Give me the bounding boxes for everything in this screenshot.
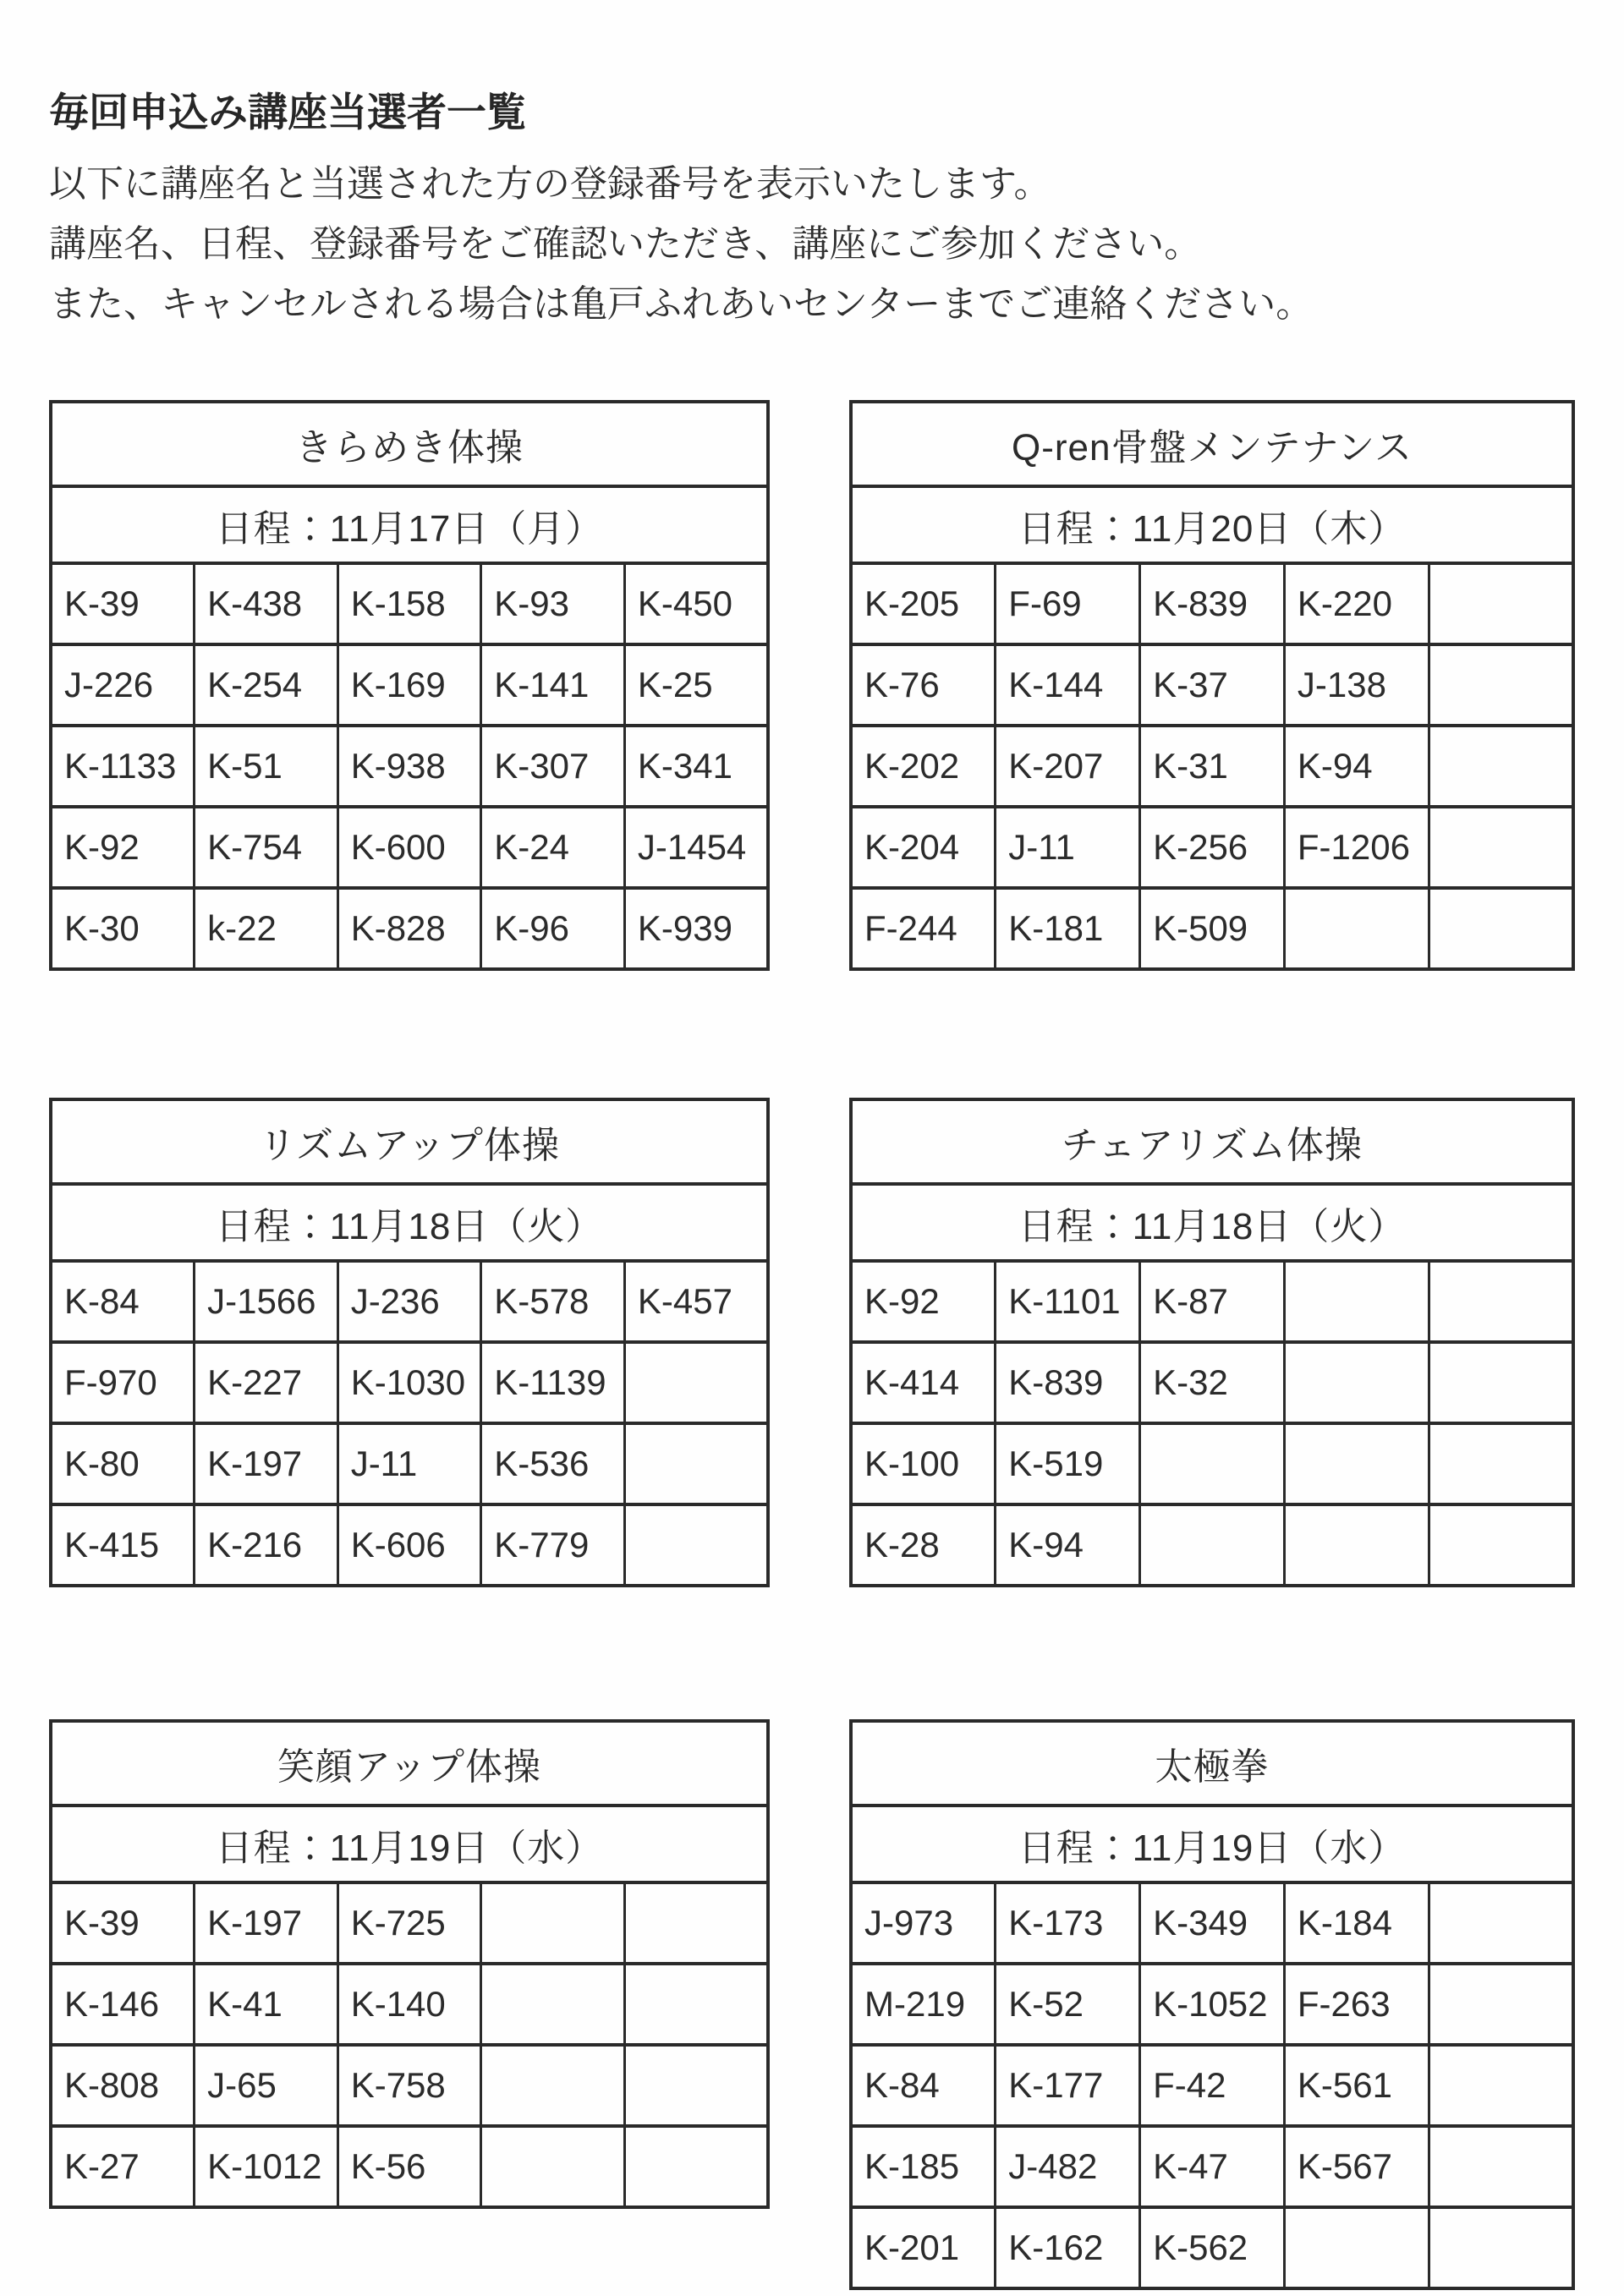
winner-row: [51, 1423, 768, 1504]
registration-cell: K-606: [337, 1504, 481, 1586]
empty-cell: [481, 1964, 625, 2045]
empty-cell: [1429, 1504, 1573, 1586]
registration-cell: K-1052: [1140, 1964, 1285, 2045]
empty-cell: [624, 1423, 768, 1504]
registration-cell: K-1012: [195, 2126, 338, 2207]
registration-cell: K-216: [195, 1504, 338, 1586]
empty-cell: [1429, 2207, 1573, 2288]
registration-cell: K-779: [481, 1504, 625, 1586]
course-schedule: 日程：11月18日（火）: [851, 1184, 1573, 1261]
winner-row: [851, 726, 1573, 807]
course-name: 笑顔アップ体操: [51, 1721, 768, 1806]
winner-row: [51, 1964, 768, 2045]
registration-cell: K-839: [996, 1342, 1140, 1423]
registration-cell: K-94: [1284, 726, 1429, 807]
winner-row: [851, 1423, 1573, 1504]
empty-cell: [481, 2045, 625, 2126]
winner-row: [51, 807, 768, 888]
registration-cell: K-519: [996, 1423, 1140, 1504]
empty-cell: [1429, 807, 1573, 888]
course-name: Q-ren骨盤メンテナンス: [851, 402, 1573, 486]
course-table-taikyokuken: [849, 1719, 1575, 2290]
winner-row: [51, 1882, 768, 1964]
registration-cell: K-1101: [996, 1261, 1140, 1342]
course-table-kirameki-taiso: [49, 400, 770, 971]
course-schedule: 日程：11月19日（水）: [51, 1806, 768, 1882]
registration-cell: K-578: [481, 1261, 625, 1342]
course-schedule-row: [51, 1806, 768, 1882]
registration-cell: K-80: [51, 1423, 195, 1504]
registration-cell: K-47: [1140, 2126, 1285, 2207]
empty-cell: [624, 1504, 768, 1586]
registration-cell: J-226: [51, 644, 195, 726]
winner-row: [51, 1261, 768, 1342]
empty-cell: [1284, 1423, 1429, 1504]
registration-cell: K-349: [1140, 1882, 1285, 1964]
registration-cell: K-939: [624, 888, 768, 969]
page-title: 毎回申込み講座当選者一覧: [49, 90, 526, 134]
course-table-qren-kotsuban-maintenance: [849, 400, 1575, 971]
winner-row: [51, 644, 768, 726]
registration-cell: K-94: [996, 1504, 1140, 1586]
registration-cell: K-256: [1140, 807, 1285, 888]
registration-cell: J-482: [996, 2126, 1140, 2207]
registration-cell: K-1139: [481, 1342, 625, 1423]
registration-cell: K-1133: [51, 726, 195, 807]
empty-cell: [624, 1342, 768, 1423]
winner-row: [851, 1261, 1573, 1342]
registration-cell: J-236: [337, 1261, 481, 1342]
registration-cell: F-970: [51, 1342, 195, 1423]
empty-cell: [1140, 1504, 1285, 1586]
registration-cell: J-1566: [195, 1261, 338, 1342]
empty-cell: [1140, 1423, 1285, 1504]
empty-cell: [1429, 1882, 1573, 1964]
registration-cell: K-27: [51, 2126, 195, 2207]
course-name-row: [851, 1721, 1573, 1806]
course-name: 太極拳: [851, 1721, 1573, 1806]
winner-row: [851, 1882, 1573, 1964]
registration-cell: K-567: [1284, 2126, 1429, 2207]
winners-body: [851, 1261, 1573, 1586]
registration-cell: K-561: [1284, 2045, 1429, 2126]
registration-cell: K-52: [996, 1964, 1140, 2045]
registration-cell: K-92: [851, 1261, 996, 1342]
course-name-row: [51, 1721, 768, 1806]
course-table-egao-up-taiso: [49, 1719, 770, 2209]
course-name-row: [851, 1099, 1573, 1184]
course-table-rhythm-up-taiso: [49, 1098, 770, 1587]
course-schedule: 日程：11月17日（月）: [51, 486, 768, 563]
registration-cell: k-22: [195, 888, 338, 969]
registration-cell: J-1454: [624, 807, 768, 888]
registration-cell: K-197: [195, 1423, 338, 1504]
registration-cell: K-450: [624, 563, 768, 644]
registration-cell: K-87: [1140, 1261, 1285, 1342]
course-name-row: [51, 1099, 768, 1184]
registration-cell: K-39: [51, 1882, 195, 1964]
course-table-chair-rhythm-taiso: [849, 1098, 1575, 1587]
registration-cell: F-1206: [1284, 807, 1429, 888]
registration-cell: K-207: [996, 726, 1140, 807]
registration-cell: K-140: [337, 1964, 481, 2045]
empty-cell: [1429, 1342, 1573, 1423]
registration-cell: K-146: [51, 1964, 195, 2045]
registration-cell: K-307: [481, 726, 625, 807]
registration-cell: K-536: [481, 1423, 625, 1504]
empty-cell: [1284, 1261, 1429, 1342]
empty-cell: [481, 2126, 625, 2207]
registration-cell: J-11: [996, 807, 1140, 888]
registration-cell: J-65: [195, 2045, 338, 2126]
winner-row: [851, 644, 1573, 726]
registration-cell: F-263: [1284, 1964, 1429, 2045]
empty-cell: [1429, 1261, 1573, 1342]
registration-cell: K-158: [337, 563, 481, 644]
registration-cell: K-457: [624, 1261, 768, 1342]
registration-cell: K-205: [851, 563, 996, 644]
registration-cell: K-76: [851, 644, 996, 726]
registration-cell: K-754: [195, 807, 338, 888]
registration-cell: K-28: [851, 1504, 996, 1586]
winners-body: [51, 1882, 768, 2207]
winner-row: [851, 563, 1573, 644]
winner-row: [51, 1504, 768, 1586]
winner-row: [851, 1504, 1573, 1586]
registration-cell: K-24: [481, 807, 625, 888]
registration-cell: K-758: [337, 2045, 481, 2126]
empty-cell: [624, 1964, 768, 2045]
registration-cell: K-173: [996, 1882, 1140, 1964]
registration-cell: K-181: [996, 888, 1140, 969]
empty-cell: [1429, 1423, 1573, 1504]
registration-cell: K-37: [1140, 644, 1285, 726]
registration-cell: K-39: [51, 563, 195, 644]
winner-row: [851, 2126, 1573, 2207]
registration-cell: K-254: [195, 644, 338, 726]
registration-cell: K-41: [195, 1964, 338, 2045]
course-name: きらめき体操: [51, 402, 768, 486]
intro-paragraph: [49, 154, 1313, 334]
registration-cell: K-93: [481, 563, 625, 644]
winners-body: [851, 563, 1573, 969]
empty-cell: [1429, 888, 1573, 969]
winner-row: [851, 2045, 1573, 2126]
empty-cell: [1284, 2207, 1429, 2288]
registration-cell: K-204: [851, 807, 996, 888]
course-schedule-row: [851, 1184, 1573, 1261]
registration-cell: J-973: [851, 1882, 996, 1964]
winners-body: [51, 1261, 768, 1586]
empty-cell: [624, 1882, 768, 1964]
empty-cell: [1429, 2045, 1573, 2126]
course-name-row: [851, 402, 1573, 486]
winner-row: [51, 726, 768, 807]
registration-cell: K-201: [851, 2207, 996, 2288]
registration-cell: K-600: [337, 807, 481, 888]
course-schedule-row: [851, 486, 1573, 563]
registration-cell: J-138: [1284, 644, 1429, 726]
registration-cell: K-96: [481, 888, 625, 969]
registration-cell: K-341: [624, 726, 768, 807]
registration-cell: K-92: [51, 807, 195, 888]
course-name: チェアリズム体操: [851, 1099, 1573, 1184]
registration-cell: K-415: [51, 1504, 195, 1586]
winner-row: [51, 888, 768, 969]
registration-cell: K-169: [337, 644, 481, 726]
registration-cell: K-414: [851, 1342, 996, 1423]
registration-cell: K-144: [996, 644, 1140, 726]
empty-cell: [624, 2045, 768, 2126]
winners-body: [851, 1882, 1573, 2288]
registration-cell: K-177: [996, 2045, 1140, 2126]
registration-cell: K-839: [1140, 563, 1285, 644]
registration-cell: K-938: [337, 726, 481, 807]
empty-cell: [1429, 1964, 1573, 2045]
registration-cell: J-11: [337, 1423, 481, 1504]
course-name-row: [51, 402, 768, 486]
empty-cell: [1429, 2126, 1573, 2207]
registration-cell: K-100: [851, 1423, 996, 1504]
course-schedule-row: [51, 486, 768, 563]
empty-cell: [481, 1882, 625, 1964]
registration-cell: K-725: [337, 1882, 481, 1964]
intro-line-3: また、キャンセルされる場合は亀戸ふれあいセンターまでご連絡ください。: [49, 283, 1314, 325]
empty-cell: [624, 2126, 768, 2207]
registration-cell: K-220: [1284, 563, 1429, 644]
winner-row: [851, 2207, 1573, 2288]
registration-cell: K-25: [624, 644, 768, 726]
registration-cell: K-141: [481, 644, 625, 726]
winner-row: [851, 1964, 1573, 2045]
registration-cell: K-438: [195, 563, 338, 644]
winner-row: [51, 563, 768, 644]
registration-cell: K-184: [1284, 1882, 1429, 1964]
registration-cell: K-202: [851, 726, 996, 807]
winners-body: [51, 563, 768, 969]
registration-cell: K-31: [1140, 726, 1285, 807]
winner-row: [851, 888, 1573, 969]
registration-cell: M-219: [851, 1964, 996, 2045]
course-schedule-row: [51, 1184, 768, 1261]
registration-cell: K-51: [195, 726, 338, 807]
registration-cell: K-1030: [337, 1342, 481, 1423]
registration-cell: K-197: [195, 1882, 338, 1964]
registration-cell: K-562: [1140, 2207, 1285, 2288]
course-schedule: 日程：11月20日（木）: [851, 486, 1573, 563]
registration-cell: K-185: [851, 2126, 996, 2207]
registration-cell: K-56: [337, 2126, 481, 2207]
empty-cell: [1429, 563, 1573, 644]
registration-cell: K-509: [1140, 888, 1285, 969]
empty-cell: [1284, 1342, 1429, 1423]
registration-cell: K-808: [51, 2045, 195, 2126]
registration-cell: K-84: [51, 1261, 195, 1342]
registration-cell: F-42: [1140, 2045, 1285, 2126]
empty-cell: [1429, 726, 1573, 807]
course-schedule: 日程：11月18日（火）: [51, 1184, 768, 1261]
registration-cell: F-244: [851, 888, 996, 969]
registration-cell: K-84: [851, 2045, 996, 2126]
intro-line-2: 講座名、日程、登録番号をご確認いただき、講座にご参加ください。: [49, 223, 1202, 265]
registration-cell: K-30: [51, 888, 195, 969]
registration-cell: K-828: [337, 888, 481, 969]
registration-cell: F-69: [996, 563, 1140, 644]
empty-cell: [1284, 888, 1429, 969]
empty-cell: [1429, 644, 1573, 726]
winner-row: [851, 1342, 1573, 1423]
course-name: リズムアップ体操: [51, 1099, 768, 1184]
course-schedule-row: [851, 1806, 1573, 1882]
registration-cell: K-162: [996, 2207, 1140, 2288]
winner-row: [851, 807, 1573, 888]
winner-row: [51, 2126, 768, 2207]
registration-cell: K-227: [195, 1342, 338, 1423]
winner-row: [51, 2045, 768, 2126]
registration-cell: K-32: [1140, 1342, 1285, 1423]
intro-line-1: 以下に講座名と当選された方の登録番号を表示いたします。: [49, 163, 1051, 205]
course-schedule: 日程：11月19日（水）: [851, 1806, 1573, 1882]
winner-row: [51, 1342, 768, 1423]
empty-cell: [1284, 1504, 1429, 1586]
